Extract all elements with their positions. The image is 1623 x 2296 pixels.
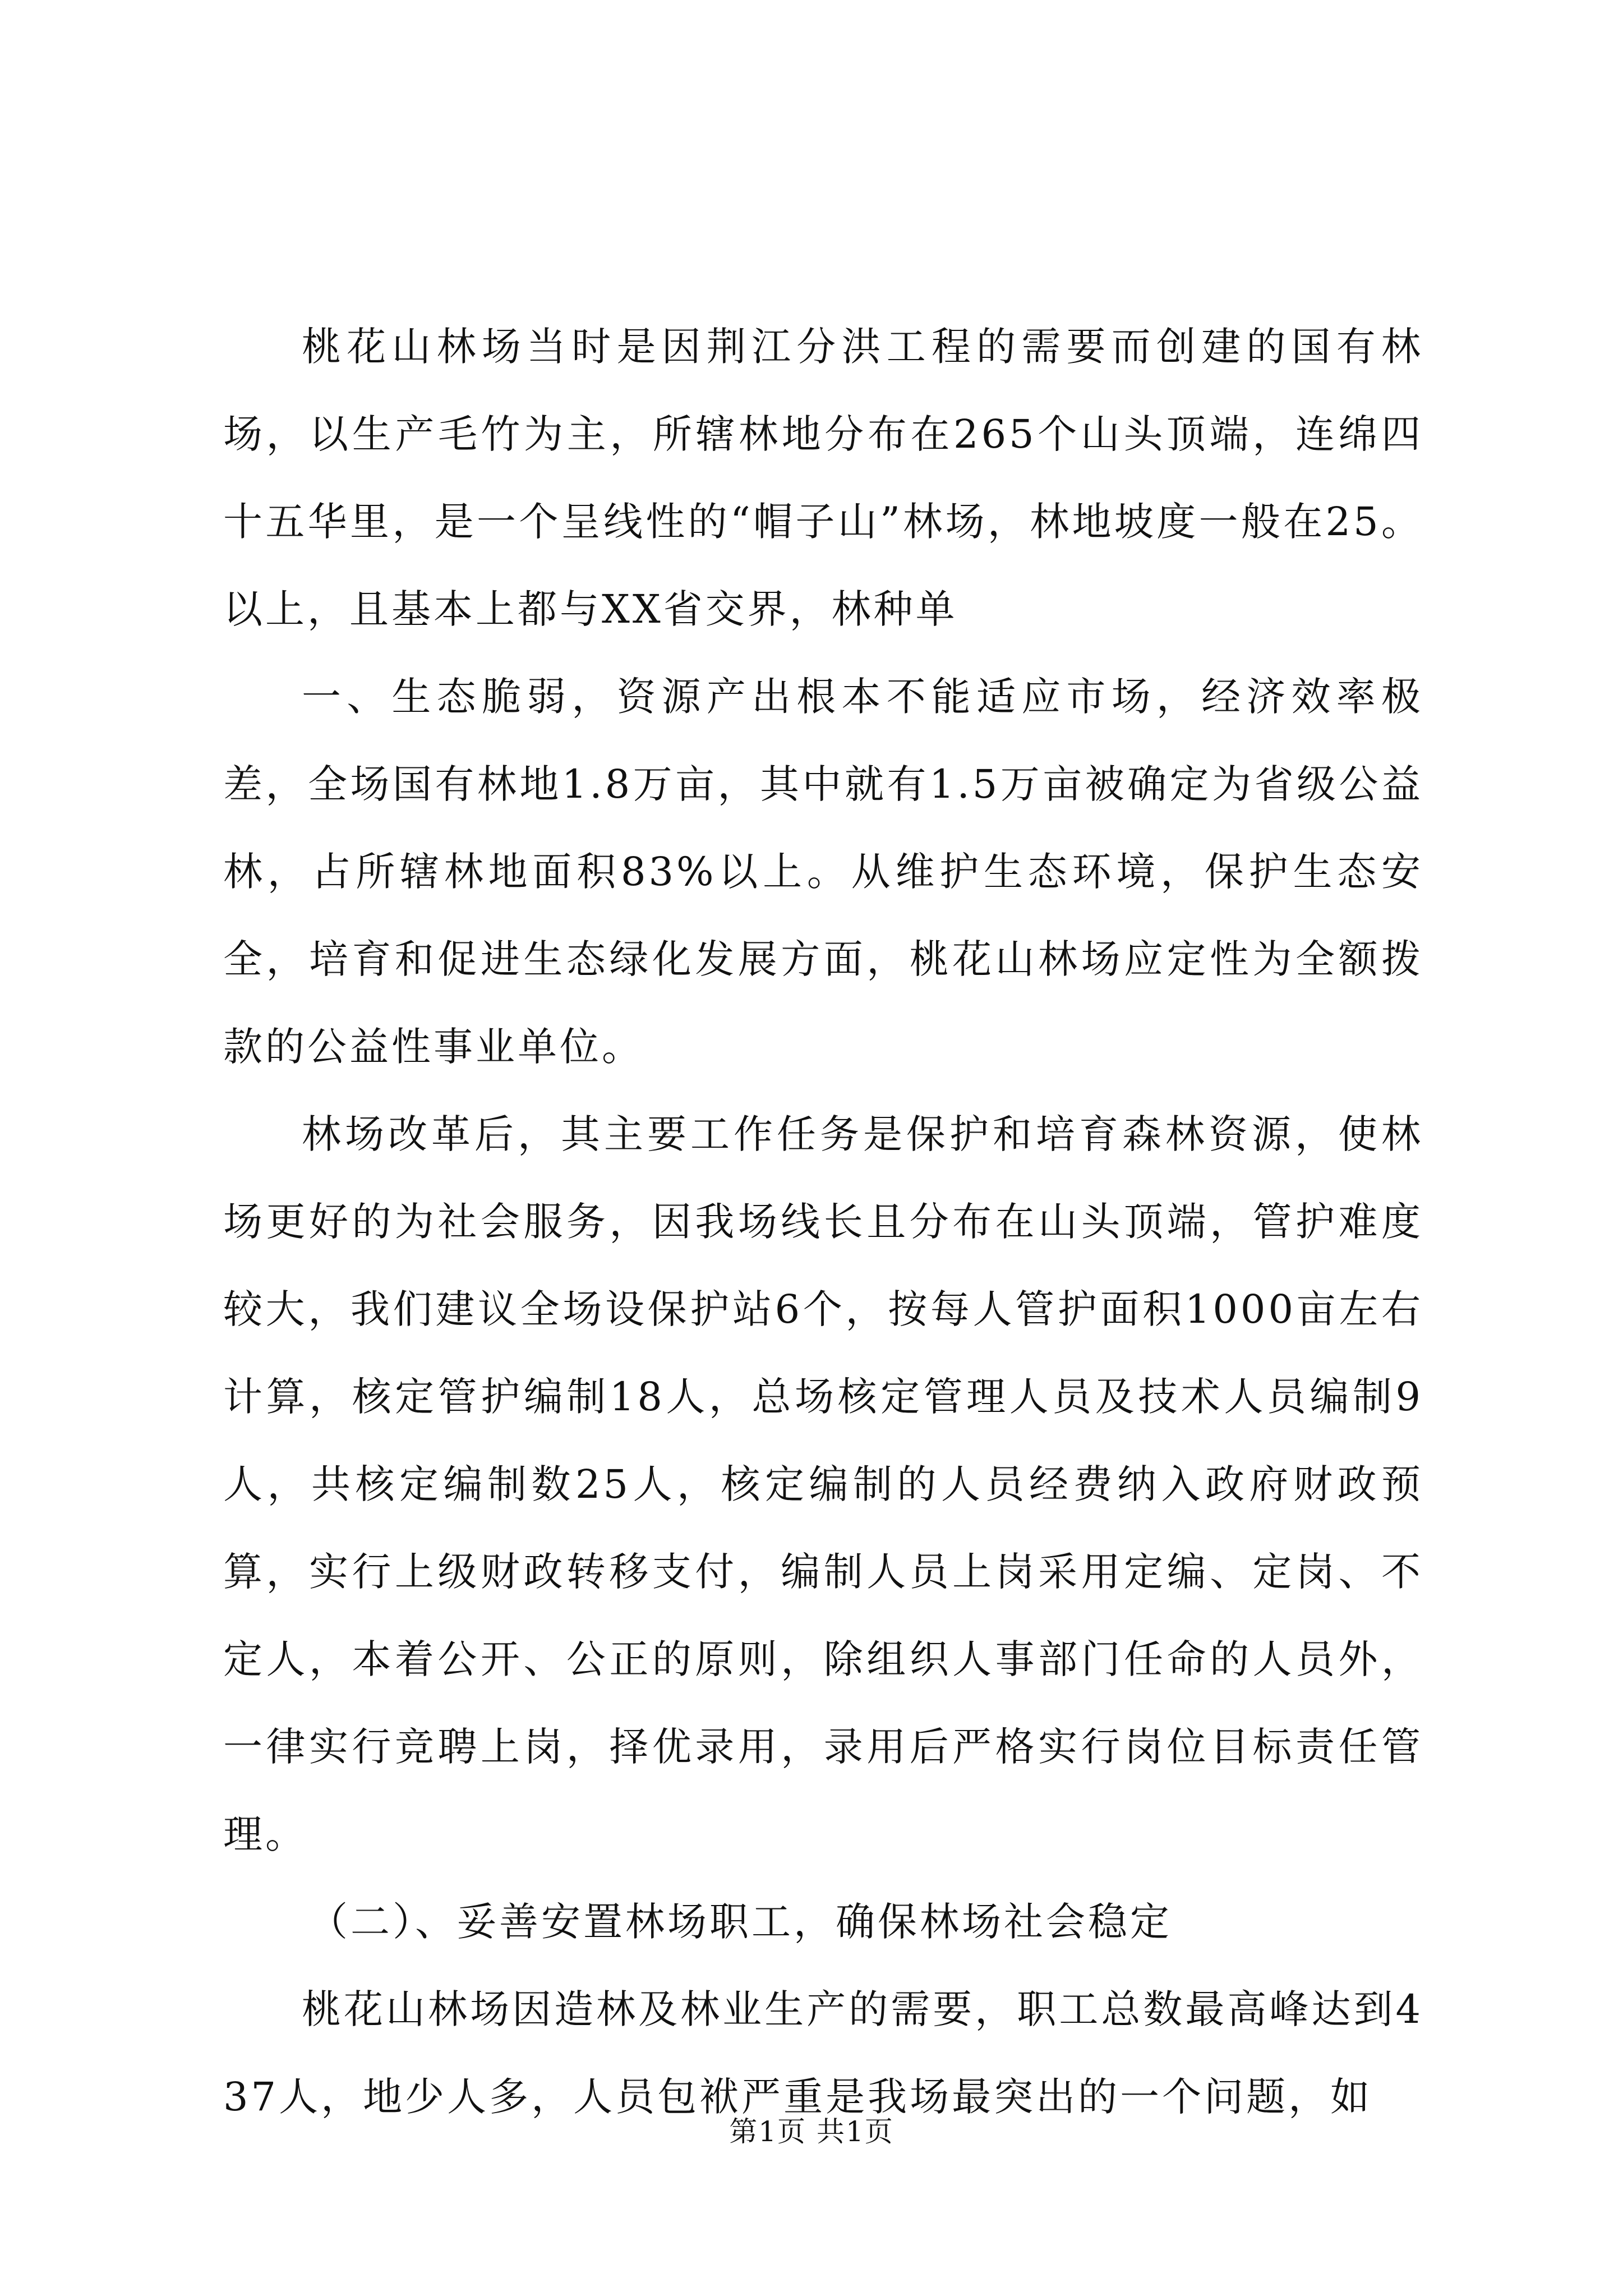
paragraph-1: 桃花山林场当时是因荆江分洪工程的需要而创建的国有林场，以生产毛竹为主，所辖林地分布在265个山头顶端，连绵四十五华里，是一个呈线性的“帽子山”林场，林地坡度一般在25。以上，且基本上都与XX省交界，林种单	[223, 324, 1423, 632]
document-body	[223, 303, 1423, 2141]
page-number-label: 第1页 共1页	[729, 2115, 894, 2148]
paragraph-2: 一、生态脆弱，资源产出根本不能适应市场，经济效率极差，全场国有林地1.8万亩，其中就有1.5万亩被确定为省级公益林，占所辖林地面积83%以上。从维护生态环境，保护生态安全，培育和促进生态绿化发展方面，桃花山林场应定性为全额拨款的公益性事业单位。	[223, 674, 1423, 1070]
section-heading: （二）、妥善安置林场职工，确保林场社会稳定	[308, 1899, 1172, 1945]
paragraph-4: 桃花山林场因造林及林业生产的需要，职工总数最高峰达到437人，地少人多，人员包袱严重是我场最突出的一个问题，如	[223, 1986, 1423, 2120]
paragraph-3: 林场改革后，其主要工作任务是保护和培育森林资源，使林场更好的为社会服务，因我场线长且分布在山头顶端，管护难度较大，我们建议全场设保护站6个，按每人管护面积1000亩左右计算，核定管护编制18人，总场核定管理人员及技术人员编制9人，共核定编制数25人，核定编制的人员经费纳入政府财政预算，实行上级财政转移支付，编制人员上岗采用定编、定岗、不定人，本着公开、公正的原则，除组织人事部门任命的人员外，一律实行竞聘上岗，择优录用，录用后严格实行岗位目标责任管理。	[223, 1111, 1423, 1857]
page-footer	[0, 2115, 1623, 2148]
